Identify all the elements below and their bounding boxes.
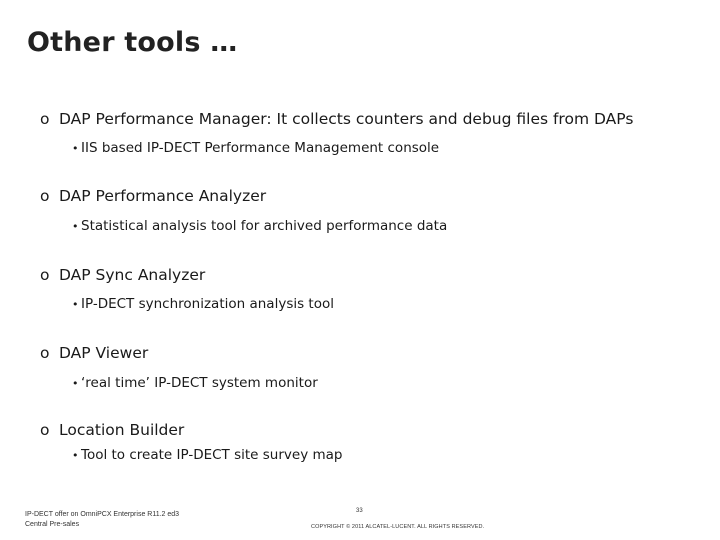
bullet-marker: o <box>40 421 50 439</box>
bullet-label: DAP Performance Manager: It collects counters and debug files from DAPs <box>59 110 634 128</box>
footer-copyright: COPYRIGHT © 2011 ALCATEL-LUCENT. ALL RIGHTS RESERVED. <box>311 524 485 530</box>
sub-bullet-marker: • <box>72 449 79 462</box>
footer-document-title: IP-DECT offer on OmniPCX Enterprise R11.2 ed3 <box>25 511 180 518</box>
footer-document-info <box>25 510 179 529</box>
sub-bullet-text: Statistical analysis tool for archived performance data <box>81 218 448 234</box>
page-number: 33 <box>356 508 363 514</box>
sub-bullet-text: ‘real time’ IP-DECT system monitor <box>81 375 318 391</box>
sub-bullet-marker: • <box>72 142 79 155</box>
sub-bullet-marker: • <box>72 298 79 311</box>
bullet-marker: o <box>40 110 50 128</box>
bullet-list <box>40 0 710 540</box>
sub-bullet-text: IP-DECT synchronization analysis tool <box>81 296 334 312</box>
bullet-marker: o <box>40 266 50 284</box>
sub-bullet <box>72 446 342 465</box>
slide-title: Other tools … <box>27 27 238 58</box>
bullet-marker: o <box>40 187 50 205</box>
footer-department: Central Pre-sales <box>25 520 80 528</box>
sub-bullet <box>72 217 447 236</box>
bullet-label: Location Builder <box>59 421 185 439</box>
bullet-heading <box>40 265 710 285</box>
sub-bullet-text: Tool to create IP-DECT site survey map <box>81 447 343 463</box>
bullet-label: DAP Viewer <box>59 344 149 362</box>
bullet-heading <box>40 420 710 440</box>
bullet-label: DAP Sync Analyzer <box>59 266 206 284</box>
bullet-heading <box>40 109 710 129</box>
list-item <box>40 186 710 234</box>
bullet-marker: o <box>40 344 50 362</box>
bullet-heading <box>40 343 710 363</box>
bullet-heading <box>40 186 710 206</box>
sub-bullet <box>72 139 439 158</box>
sub-bullet-marker: • <box>72 220 79 233</box>
sub-bullet-text: IIS based IP-DECT Performance Management console <box>81 140 440 156</box>
list-item <box>40 343 710 391</box>
bullet-label: DAP Performance Analyzer <box>59 187 267 205</box>
sub-bullet <box>72 295 334 314</box>
sub-bullet-marker: • <box>72 377 79 390</box>
list-item <box>40 109 710 156</box>
sub-bullet <box>72 374 318 393</box>
list-item <box>40 265 710 312</box>
list-item <box>40 420 710 463</box>
